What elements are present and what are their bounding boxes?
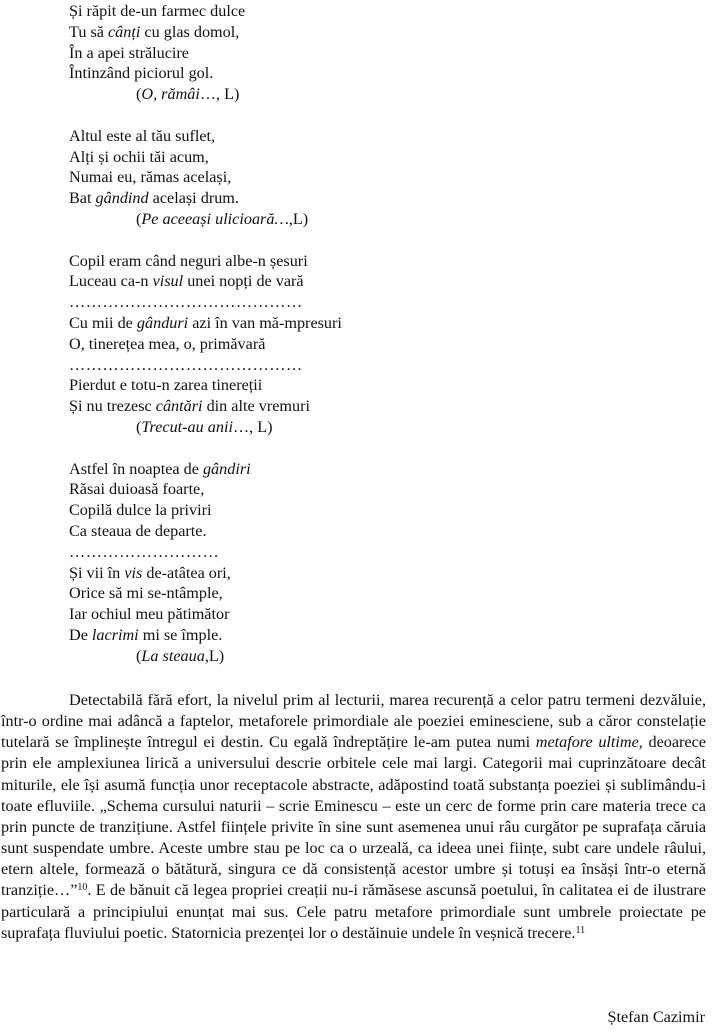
poem-line — [69, 583, 342, 604]
text-run: O, tinerețea mea, o, primăvară — [69, 334, 266, 353]
poem-stanza — [69, 126, 342, 230]
text-run: azi în van mă-mpresuri — [188, 313, 342, 332]
poem-line — [69, 63, 342, 84]
text-run: Întinzând piciorul gol. — [69, 64, 214, 83]
poem-quotations — [69, 1, 342, 667]
text-run: ( — [136, 417, 142, 436]
poem-line — [69, 313, 342, 334]
text-run: Copilă dulce la priviri — [69, 501, 212, 520]
poem-line — [69, 334, 342, 355]
poem-line — [69, 459, 342, 480]
text-run: Copil eram când neguri albe-n șesuri — [69, 251, 308, 270]
text-run: același drum. — [148, 189, 239, 208]
emphasized-word: Trecut-au anii — [141, 417, 233, 436]
text-run: Iar ochiul meu pătimător — [69, 605, 230, 624]
text-run: Cu mii de — [69, 313, 137, 332]
poem-source-citation — [69, 209, 342, 230]
poem-line — [69, 271, 342, 292]
text-run: …………………………………… — [69, 355, 303, 374]
poem-line — [69, 292, 342, 313]
footnote-ref: 11 — [575, 924, 586, 936]
text-run: Și răpit de-un farmec dulce — [69, 2, 246, 20]
emphasized-word: Pe aceeași ulicioară… — [141, 209, 289, 228]
text-run: Altul este al tău suflet, — [69, 126, 216, 145]
text-run: Răsai duioasă foarte, — [69, 480, 205, 499]
poem-line — [69, 604, 342, 625]
poem-line — [69, 355, 342, 376]
text-run: ( — [136, 646, 142, 665]
text-run: …………………………………… — [69, 293, 303, 312]
text-run: De — [69, 625, 92, 644]
emphasized-word: metafore ultime — [535, 733, 639, 752]
text-run: ( — [136, 209, 142, 228]
text-run: cu glas domol, — [140, 22, 240, 41]
emphasized-word: lacrimi — [91, 625, 139, 644]
emphasized-word: vis — [124, 563, 143, 582]
text-run: Și vii în — [69, 563, 125, 582]
essay-paragraph — [1, 690, 706, 944]
emphasized-word: O, rămâi — [141, 85, 200, 104]
poem-line — [69, 188, 342, 209]
poem-line — [69, 147, 342, 168]
text-run: Alți și ochii tăi acum, — [69, 147, 209, 166]
text-run: Bat — [69, 189, 96, 208]
poem-stanza — [69, 251, 342, 438]
text-run: Detectabilă fără efort, la nivelul prim al lecturii, marea recurență a celor patru termeni dezvăluie, într-o ordine mai adâncă a faptelor, metaforele primordiale ale poeziei eminesciene, sub a căror constelație tutelară se împlinește întregul ei destin. Cu egală îndreptățire le-am putea numi — [1, 691, 706, 752]
text-run: Ca steaua de departe. — [69, 521, 207, 540]
poem-source-citation — [69, 646, 342, 667]
poem-line — [69, 500, 342, 521]
poem-line — [69, 625, 342, 646]
text-run: ,L) — [204, 646, 225, 665]
text-run: din alte vremuri — [202, 397, 310, 416]
poem-source-citation — [69, 84, 342, 105]
poem-line — [69, 22, 342, 43]
text-run: Tu să — [69, 22, 108, 41]
emphasized-word: gândind — [95, 189, 149, 208]
text-run: ( — [136, 85, 142, 104]
emphasized-word: cântări — [155, 397, 203, 416]
text-run: . E de bănuit că legea propriei creații nu-i rămăsese ascunsă poetului, în calitatea ei de ilustrare particulară a principiului enunțat mai sus. Cele patru metafore primordiale sunt umbrele proiectate pe suprafața fluviului poetic. Statornicia prezenței lor o destăinuie undele în veșnică trecere. — [1, 881, 706, 942]
poem-line — [69, 542, 342, 563]
text-run: …, L) — [199, 85, 240, 104]
poem-line — [69, 479, 342, 500]
poem-line — [69, 396, 342, 417]
poem-line — [69, 521, 342, 542]
author-signature: Ștefan Cazimir — [607, 1008, 705, 1026]
poem-line — [69, 43, 342, 64]
poem-line — [69, 375, 342, 396]
text-run: Numai eu, rămas același, — [69, 168, 232, 187]
text-run: Și nu trezesc — [69, 397, 156, 416]
text-run: …, L) — [232, 417, 273, 436]
emphasized-word: La steaua — [141, 646, 205, 665]
text-run: de-atâtea ori, — [142, 563, 231, 582]
poem-line — [69, 126, 342, 147]
text-run: Luceau ca-n — [69, 272, 153, 291]
emphasized-word: gânduri — [136, 313, 189, 332]
text-run: Pierdut e totu-n zarea tinereții — [69, 376, 263, 395]
poem-line — [69, 251, 342, 272]
text-run: mi se împle. — [138, 625, 223, 644]
text-run: În a apei strălucire — [69, 43, 189, 62]
text-run: ,L) — [288, 209, 309, 228]
text-run: , deoarece prin ele amplexiunea lirică a universului descrie orbitele cele mai largi. Categorii mai cuprinzătoare decât miturile, ele își asumă funcția unor receptacole abstracte, adăpostind toată substanța poeziei și sublimându-i toate efluviile. „Schema cursului naturii – scrie Eminescu – este un cerc de forme prin care materia trece ca prin puncte de tranzițiune. Astfel ființele privite în sine sunt asemenea unui râu curgător pe suprafața căruia sunt suspendate umbre. Aceste umbre stau pe loc ca o urzeală, ca ideea unei ființe, subt care undele râului, etern altele, formează o bătătură, singura ce dă consistență acestor umbre și totuși ea însăși într-o eternă tranziție…” — [1, 733, 706, 900]
poem-line — [69, 167, 342, 188]
emphasized-word: visul — [152, 272, 184, 291]
poem-stanza — [69, 459, 342, 667]
footnote-ref: 10 — [77, 882, 88, 894]
text-run: ……………………… — [69, 542, 220, 561]
text-run: Orice să mi se-ntâmple, — [69, 584, 223, 603]
poem-line — [69, 563, 342, 584]
text-run: unei nopți de vară — [183, 272, 304, 291]
emphasized-word: gândiri — [202, 459, 251, 478]
poem-stanza — [69, 1, 342, 105]
emphasized-word: cânți — [108, 22, 141, 41]
poem-line — [69, 1, 342, 22]
poem-source-citation — [69, 417, 342, 438]
text-run: Astfel în noaptea de — [69, 459, 203, 478]
